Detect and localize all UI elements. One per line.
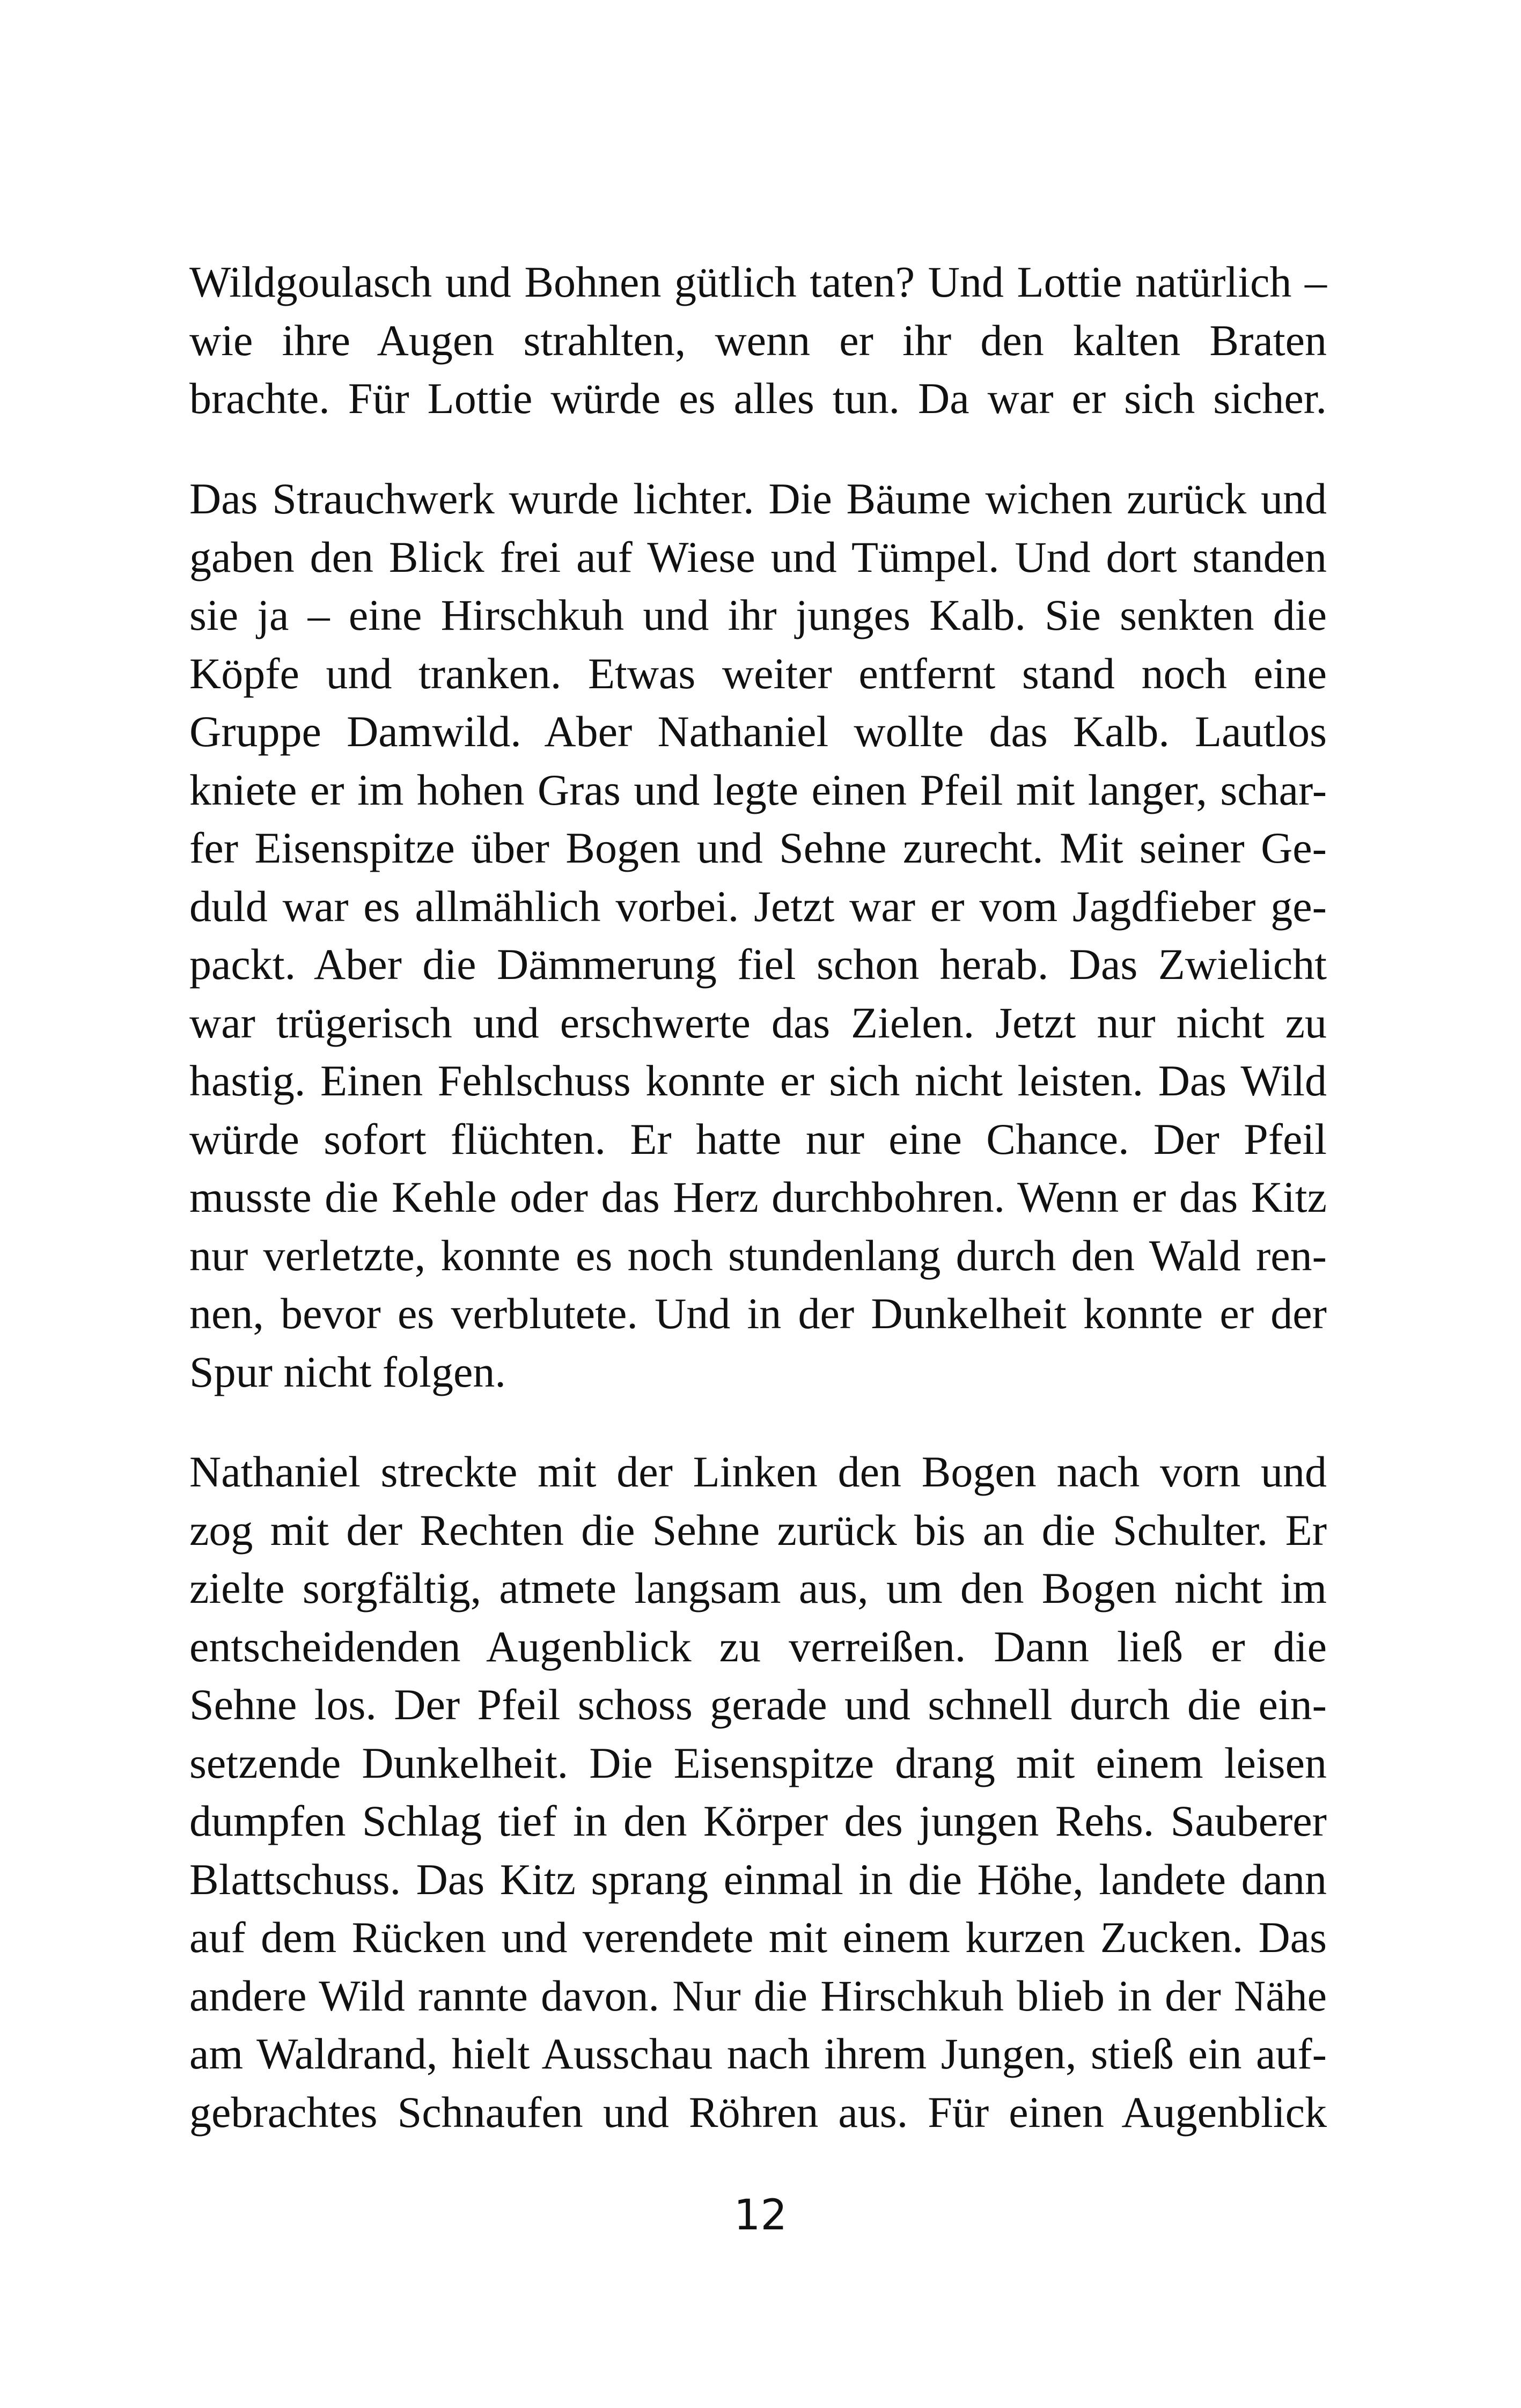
text-line: Wildgoulasch und Bohnen gütlich taten? Und Lottie natürlich – xyxy=(189,257,1327,306)
text-line: musste die Kehle oder das Herz durchbohren. Wenn er das Kitz xyxy=(189,1173,1327,1221)
text-line: packt. Aber die Dämmerung fiel schon herab. Das Zwielicht xyxy=(189,940,1327,989)
text-line: zog mit der Rechten die Sehne zurück bis an die Schulter. Er xyxy=(189,1505,1327,1555)
text-line: wie ihre Augen strahlten, wenn er ihr den kalten Braten xyxy=(189,315,1327,365)
text-line: nen, bevor es verblutete. Und in der Dunkelheit konnte er der xyxy=(189,1289,1327,1338)
text-line: nur verletzte, konnte es noch stundenlang durch den Wald ren- xyxy=(189,1231,1327,1280)
text-line: setzende Dunkelheit. Die Eisenspitze drang mit einem leisen xyxy=(189,1738,1327,1787)
text-line: sie ja – eine Hirschkuh und ihr junges Kalb. Sie senkten die xyxy=(189,591,1327,639)
text-line: kniete er im hohen Gras und legte einen Pfeil mit langer, schar- xyxy=(189,765,1327,814)
text-line: würde sofort flüchten. Er hatte nur eine Chance. Der Pfeil xyxy=(189,1114,1327,1164)
text-line: entscheidenden Augenblick zu verreißen. Dann ließ er die xyxy=(189,1622,1327,1671)
text-line: Das Strauchwerk wurde lichter. Die Bäume wichen zurück und xyxy=(189,474,1327,523)
text-line: Blattschuss. Das Kitz sprang einmal in die Höhe, landete dann xyxy=(189,1854,1327,1904)
text-line: dumpfen Schlag tief in den Körper des jungen Rehs. Sauberer xyxy=(189,1796,1327,1845)
text-line: Köpfe und tranken. Etwas weiter entfernt stand noch eine xyxy=(189,649,1327,698)
text-line: fer Eisenspitze über Bogen und Sehne zurecht. Mit seiner Ge- xyxy=(189,823,1327,872)
text-line: am Waldrand, hielt Ausschau nach ihrem Jungen, stieß ein auf- xyxy=(189,2029,1327,2078)
text-line: Gruppe Damwild. Aber Nathaniel wollte das Kalb. Lautlos xyxy=(189,707,1327,756)
paragraph-1 xyxy=(189,253,1327,428)
paragraph-3 xyxy=(189,1443,1327,2141)
paragraph-2 xyxy=(189,470,1327,1401)
text-line: brachte. Für Lottie würde es alles tun. Da war er sich sicher. xyxy=(189,374,1327,423)
text-line: andere Wild rannte davon. Nur die Hirschkuh blieb in der Nähe xyxy=(189,1971,1327,2020)
text-line: auf dem Rücken und verendete mit einem kurzen Zucken. Das xyxy=(189,1913,1327,1962)
text-line: Spur nicht folgen. xyxy=(189,1347,506,1396)
text-line: gebrachtes Schnaufen und Röhren aus. Für einen Augenblick xyxy=(189,2087,1327,2137)
text-line: war trügerisch und erschwerte das Zielen. Jetzt nur nicht zu xyxy=(189,998,1327,1047)
text-line: gaben den Blick frei auf Wiese und Tümpel. Und dort standen xyxy=(189,532,1327,581)
text-line: duld war es allmählich vorbei. Jetzt war er vom Jagdfieber ge- xyxy=(189,881,1327,931)
page-number: 12 xyxy=(733,2191,788,2240)
text-line: Nathaniel streckte mit der Linken den Bogen nach vorn und xyxy=(189,1447,1327,1496)
text-line: Sehne los. Der Pfeil schoss gerade und schnell durch die ein- xyxy=(189,1680,1327,1729)
text-line: zielte sorgfältig, atmete langsam aus, um den Bogen nicht im xyxy=(189,1564,1327,1612)
text-line: hastig. Einen Fehlschuss konnte er sich nicht leisten. Das Wild xyxy=(189,1056,1327,1105)
